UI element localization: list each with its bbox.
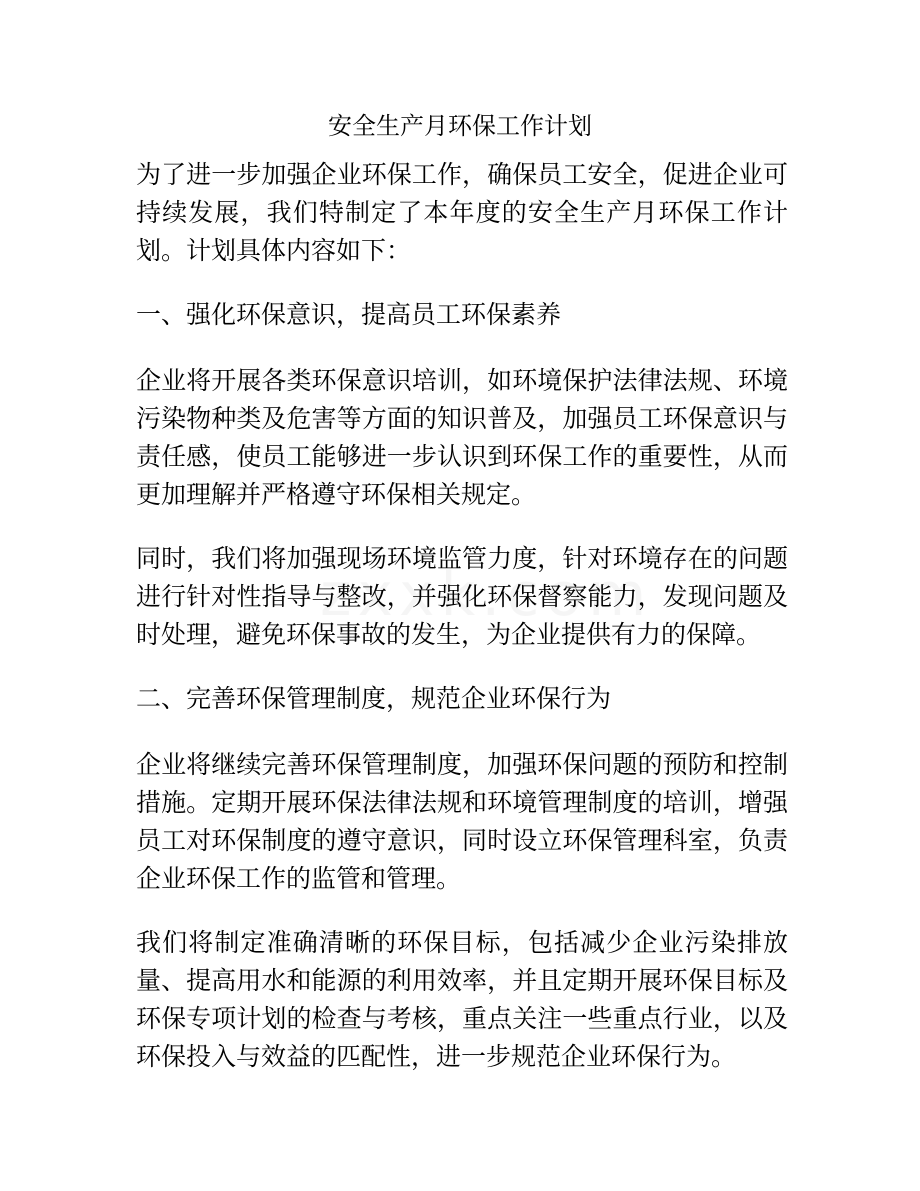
- section-2-paragraph-2: 我们将制定准确清晰的环保目标，包括减少企业污染排放量、提高用水和能源的利用效率，并且定期开展环保目标及环保专项计划的检查与考核，重点关注一些重点行业，以及环保投入与效益的匹配性，进一步规范企业环保行为。: [136, 928, 788, 1071]
- section-1-paragraph-1: 企业将开展各类环保意识培训，如环境保护法律法规、环境污染物种类及危害等方面的知识普及，加强员工环保意识与责任感，使员工能够进一步认识到环保工作的重要性，从而更加理解并严格遵守环保相关规定。: [136, 366, 788, 509]
- section-1-heading: 一、强化环保意识，提高员工环保素养: [136, 300, 562, 329]
- section-2-paragraph-1: 企业将继续完善环保管理制度，加强环保问题的预防和控制措施。定期开展环保法律法规和环境管理制度的培训，增强员工对环保制度的遵守意识，同时设立环保管理科室，负责企业环保工作的监管和管理。: [136, 750, 788, 893]
- section-1-paragraph-2: 同时，我们将加强现场环境监管力度，针对环境存在的问题进行针对性指导与整改，并强化环保督察能力，发现问题及时处理，避免环保事故的发生，为企业提供有力的保障。: [136, 544, 788, 649]
- section-2-heading: 二、完善环保管理制度，规范企业环保行为: [136, 684, 612, 713]
- intro-paragraph: 为了进一步加强企业环保工作，确保员工安全，促进企业可持续发展，我们特制定了本年度的安全生产月环保工作计划。计划具体内容如下：: [136, 160, 788, 265]
- document-title: 安全生产月环保工作计划: [328, 112, 592, 140]
